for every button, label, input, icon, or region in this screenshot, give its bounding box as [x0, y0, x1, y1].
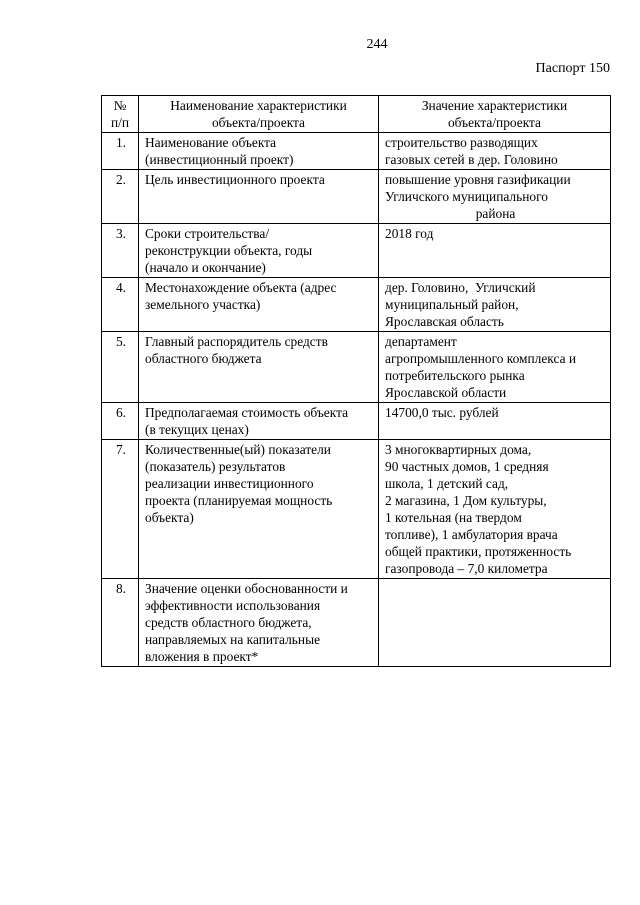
row-name-line: Сроки строительства/ — [145, 226, 270, 241]
page-number: 244 — [366, 37, 388, 52]
row-value-line: газовых сетей в дер. Головино — [385, 152, 558, 167]
row-value-line: 2 магазина, 1 Дом культуры, — [385, 493, 547, 508]
header-name-line2: объекта/проекта — [211, 115, 305, 130]
passport-label: Паспорт 150 — [535, 61, 610, 76]
row-value — [379, 440, 611, 579]
row-name — [139, 278, 379, 332]
row-name-line: Значение оценки обоснованности и — [145, 581, 348, 596]
row-number: 2. — [102, 170, 139, 224]
row-number: 8. — [102, 579, 139, 667]
header-name-line1: Наименование характеристики — [170, 98, 347, 113]
row-name — [139, 133, 379, 170]
row-number: 6. — [102, 403, 139, 440]
row-value-line: муниципальный район, — [385, 297, 519, 312]
row-name-line: областного бюджета — [145, 351, 262, 366]
passport-table — [101, 95, 611, 667]
table-row — [102, 579, 611, 667]
table-header-row — [102, 96, 611, 133]
row-value-line: 2018 год — [385, 226, 434, 241]
table-row — [102, 133, 611, 170]
row-name-line: Наименование объекта — [145, 135, 277, 150]
header-number-line1: № — [113, 98, 127, 113]
row-value-line: потребительского рынка — [385, 368, 525, 383]
row-value-empty — [379, 579, 611, 667]
row-name — [139, 403, 379, 440]
table-row — [102, 170, 611, 224]
row-value — [379, 278, 611, 332]
row-value-line: 3 многоквартирных дома, — [385, 442, 532, 457]
row-number: 7. — [102, 440, 139, 579]
row-value-line: 1 котельная (на твердом — [385, 510, 522, 525]
header-number — [102, 96, 139, 133]
header-value-line2: объекта/проекта — [447, 115, 541, 130]
row-value-line: Ярославской области — [385, 385, 507, 400]
row-name-line: вложения в проект* — [145, 649, 259, 664]
row-value-line: Ярославская область — [385, 314, 504, 329]
row-name-line: (в текущих ценах) — [145, 422, 249, 437]
table-row — [102, 332, 611, 403]
row-name — [139, 224, 379, 278]
row-name-line: (начало и окончание) — [145, 260, 266, 275]
row-name-line: реконструкции объекта, годы — [145, 243, 313, 258]
row-value-line: школа, 1 детский сад, — [385, 476, 509, 491]
row-value-line: дер. Головино, Угличский — [385, 280, 536, 295]
row-name-line: (показатель) результатов — [145, 459, 286, 474]
row-name-line: проекта (планируемая мощность — [145, 493, 333, 508]
table-row — [102, 224, 611, 278]
row-name-line: Главный распорядитель средств — [145, 334, 328, 349]
row-name-line: Цель инвестиционного проекта — [145, 172, 325, 187]
row-value-line: 90 частных домов, 1 средняя — [385, 459, 549, 474]
row-number: 1. — [102, 133, 139, 170]
row-name-line: направляемых на капитальные — [145, 632, 321, 647]
row-value-line: повышение уровня газификации — [385, 172, 571, 187]
header-number-line2: п/п — [110, 115, 130, 130]
table-row — [102, 278, 611, 332]
row-name — [139, 170, 379, 224]
header-value — [379, 96, 611, 133]
row-value-line: агропромышленного комплекса и — [385, 351, 577, 366]
row-value-line: строительство разводящих — [385, 135, 538, 150]
row-number: 5. — [102, 332, 139, 403]
row-value-line: района — [475, 206, 516, 221]
row-value-line: общей практики, протяженность — [385, 544, 572, 559]
row-name-line: земельного участка) — [145, 297, 261, 312]
row-value-line: департамент — [385, 334, 457, 349]
row-name — [139, 579, 379, 667]
row-number: 3. — [102, 224, 139, 278]
row-name — [139, 440, 379, 579]
row-name-line: Предполагаемая стоимость объекта — [145, 405, 349, 420]
row-value-line: Угличского муниципального — [385, 189, 548, 204]
header-value-line1: Значение характеристики — [421, 98, 568, 113]
row-value — [379, 170, 611, 224]
row-value-line: газопровода – 7,0 километра — [385, 561, 548, 576]
row-value-line: топливе), 1 амбулатория врача — [385, 527, 558, 542]
row-value — [379, 332, 611, 403]
row-number: 4. — [102, 278, 139, 332]
row-value — [379, 133, 611, 170]
table-row — [102, 403, 611, 440]
row-value — [379, 403, 611, 440]
table-row — [102, 440, 611, 579]
row-value — [379, 224, 611, 278]
row-value-line: 14700,0 тыс. рублей — [385, 405, 499, 420]
row-name-line: Количественные(ый) показатели — [145, 442, 331, 457]
header-name — [139, 96, 379, 133]
row-name-line: (инвестиционный проект) — [145, 152, 294, 167]
row-name-line: Местонахождение объекта (адрес — [145, 280, 337, 295]
row-name-line: реализации инвестиционного — [145, 476, 314, 491]
row-name-line: эффективности использования — [145, 598, 321, 613]
row-name-line: объекта) — [145, 510, 194, 525]
row-name — [139, 332, 379, 403]
row-name-line: средств областного бюджета, — [145, 615, 312, 630]
